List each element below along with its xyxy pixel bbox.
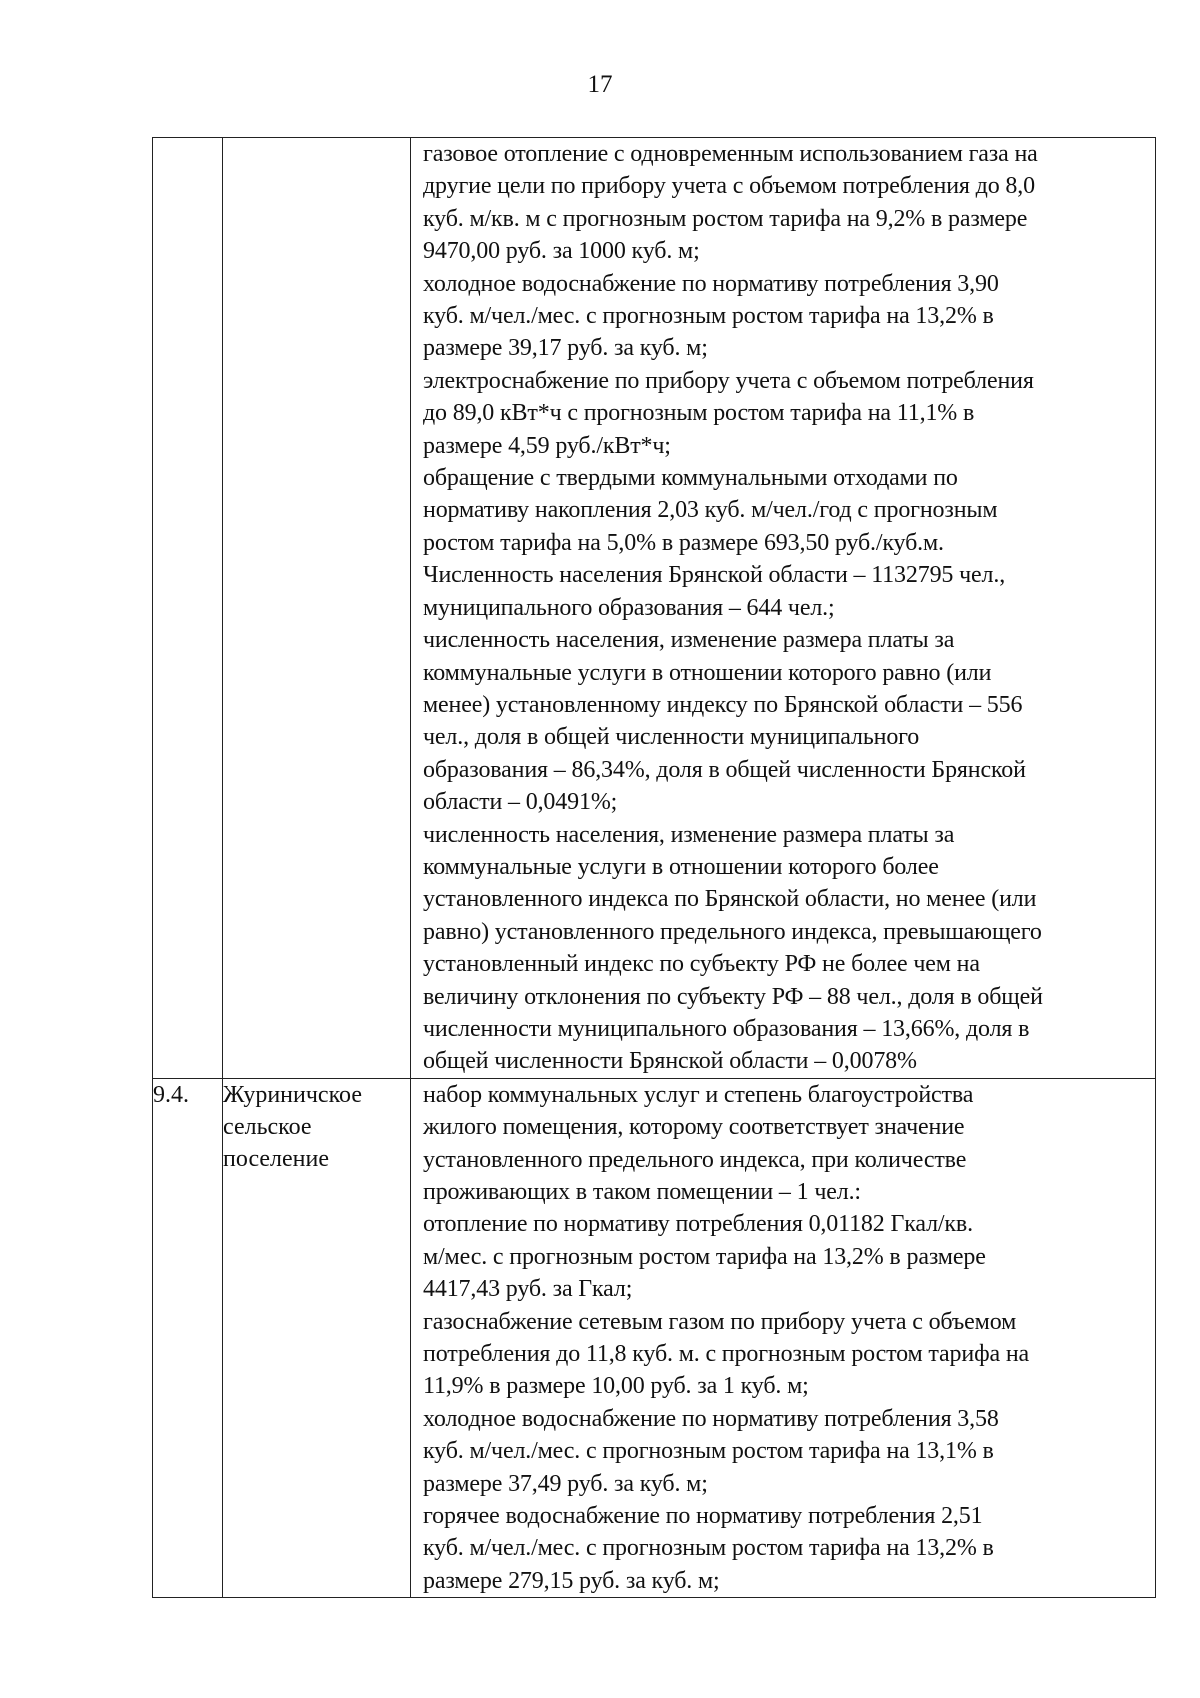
text-line: коммунальные услуги в отношении которого более: [423, 853, 939, 880]
text-line: 9470,00 руб. за 1000 куб. м;: [423, 238, 700, 265]
page-number: 17: [587, 71, 613, 98]
name-line: Журиничское: [223, 1081, 362, 1108]
text-line: коммунальные услуги в отношении которого равно (или: [423, 659, 992, 686]
text-line: общей численности Брянской области – 0,0078%: [423, 1048, 917, 1075]
municipality-name-cell: [223, 138, 411, 1079]
text-line: набор коммунальных услуг и степень благоустройства: [423, 1081, 974, 1108]
name-line: поселение: [223, 1145, 330, 1172]
text-line: до 89,0 кВт*ч с прогнозным ростом тарифа на 11,1% в: [423, 400, 975, 427]
text-line: установленного предельного индекса, при количестве: [423, 1146, 967, 1173]
text-line: размере 37,49 руб. за куб. м;: [423, 1470, 708, 1497]
text-line: нормативу накопления 2,03 куб. м/чел./год с прогнозным: [423, 497, 998, 524]
text-line: потребления до 11,8 куб. м. с прогнозным ростом тарифа на: [423, 1341, 1030, 1368]
text-line: области – 0,0491%;: [423, 789, 618, 816]
text-line: размере 279,15 руб. за куб. м;: [423, 1567, 720, 1594]
text-line: другие цели по прибору учета с объемом потребления до 8,0: [423, 173, 1035, 200]
text-line: отопление по нормативу потребления 0,01182 Гкал/кв.: [423, 1211, 973, 1238]
description-cell: [411, 138, 1156, 1079]
text-line: установленный индекс по субъекту РФ не более чем на: [423, 951, 980, 978]
table-row: [153, 1078, 1156, 1598]
text-line: куб. м/чел./мес. с прогнозным ростом тарифа на 13,2% в: [423, 1535, 994, 1562]
text-line: проживающих в таком помещении – 1 чел.:: [423, 1179, 861, 1205]
text-line: жилого помещения, которому соответствует значение: [423, 1114, 965, 1141]
text-line: м/мес. с прогнозным ростом тарифа на 13,2% в размере: [423, 1243, 986, 1270]
municipality-name-cell: [223, 1078, 411, 1598]
text-line: Численность населения Брянской области – 1132795 чел.,: [423, 562, 1006, 589]
row-number-cell: [153, 138, 223, 1079]
text-line: холодное водоснабжение по нормативу потребления 3,58: [423, 1405, 999, 1432]
text-line: установленного индекса по Брянской области, но менее (или: [423, 886, 1037, 913]
text-line: чел., доля в общей численности муниципального: [423, 724, 920, 751]
text-line: ростом тарифа на 5,0% в размере 693,50 руб./куб.м.: [423, 529, 944, 556]
text-line: газоснабжение сетевым газом по прибору учета с объемом: [423, 1308, 1017, 1335]
tariff-table: [152, 137, 1156, 1598]
text-line: численность населения, изменение размера платы за: [423, 627, 955, 654]
text-line: обращение с твердыми коммунальными отходами по: [423, 465, 958, 492]
text-line: численности муниципального образования – 13,66%, доля в: [423, 1015, 1030, 1042]
text-line: холодное водоснабжение по нормативу потребления 3,90: [423, 270, 999, 297]
text-line: равно) установленного предельного индекса, превышающего: [423, 918, 1042, 945]
text-line: 11,9% в размере 10,00 руб. за 1 куб. м;: [423, 1373, 809, 1400]
description-cell: [411, 1078, 1156, 1598]
text-line: образования – 86,34%, доля в общей численности Брянской: [423, 756, 1026, 783]
text-line: величину отклонения по субъекту РФ – 88 чел., доля в общей: [423, 983, 1043, 1010]
text-line: куб. м/чел./мес. с прогнозным ростом тарифа на 13,1% в: [423, 1438, 994, 1465]
text-line: размере 4,59 руб./кВт*ч;: [423, 432, 671, 459]
text-line: менее) установленному индексу по Брянской области – 556: [423, 691, 1023, 718]
text-line: горячее водоснабжение по нормативу потребления 2,51: [423, 1503, 983, 1530]
text-line: куб. м/чел./мес. с прогнозным ростом тарифа на 13,2% в: [423, 303, 994, 330]
text-line: 4417,43 руб. за Гкал;: [423, 1276, 633, 1303]
text-line: электроснабжение по прибору учета с объемом потребления: [423, 367, 1034, 394]
row-number-cell: 9.4.: [153, 1078, 223, 1598]
text-line: численность населения, изменение размера платы за: [423, 821, 955, 848]
name-line: сельское: [223, 1113, 312, 1140]
text-line: куб. м/кв. м с прогнозным ростом тарифа на 9,2% в размере: [423, 205, 1028, 232]
table-row: [153, 138, 1156, 1079]
text-line: размере 39,17 руб. за куб. м;: [423, 335, 708, 362]
text-line: муниципального образования – 644 чел.;: [423, 594, 835, 621]
text-line: газовое отопление с одновременным использованием газа на: [423, 141, 1038, 167]
